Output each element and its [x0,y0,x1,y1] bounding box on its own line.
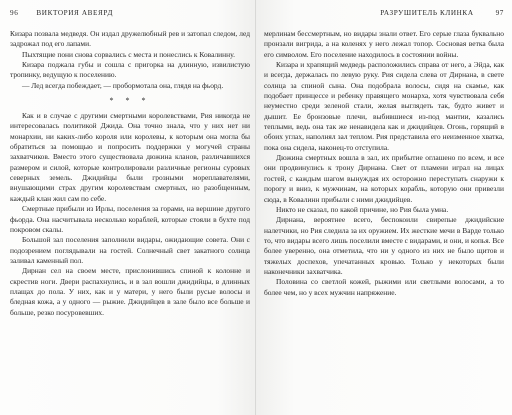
right-page-number: 97 [495,9,504,17]
paragraph: Дюжина смертных вошла в зал, их прибытие оглашено по всем, и все они продвинулись к трону Дирнана. Свет от пламени играл на лицах гостей, с каждым шагом вынуждая их осторожно переступать снаружи к порогу и вниз, к мужчинам, на которых корабль, которую они привезли сюда, в Ковалинн прибыли с ними джидийцев. [264,153,504,204]
left-page-body [10,29,250,318]
right-page [256,0,512,415]
right-page-body [264,29,504,298]
section-separator: * * * [109,96,151,106]
paragraph: Кизара поджала губы и сошла с пригорка на длинную, извилистую тропинку, ведущую к поселению. [10,60,250,80]
paragraph: Пыхтящие пони снова сорвались с места и понеслись к Ковалинну. [22,49,235,59]
paragraph: Кизара и храпящий медведь расположились справа от него, а Эйда, как и всегда, держалась по левую руку. Рия сидела слева от Дирнана, в свете солнца за спиной сына. Она подобрала волосы, сидя на скамье, как подобает принцессе и ребенку правящего монарха, хотя чувствовала себя неуместно среди зеленой стали, желая выглядеть так, будто живет и дышит. Ее бронзовые плечи, выбившиеся из-под мантии, казались теплыми, ведь она так же ненавидела как и джидийцев. Огонь, горящий в обоих углах, наполнял зал теплом. Рия представила его неизменное хватка, пока она сидела, наконец-то отступила. [264,60,504,152]
paragraph: Дирнана, вероятнее всего, беспокоили свирепые джидийские налетчики, но Рия следила за их оружием. Их жесткие мечи в Варде только то, что видары всего лишь поселили вместе с видарами, и они, и копья. Все более уверенно, она отметила, что ни у одного из них не было щитов и тяжелых доспехов, упечатанных кровью. Только у некоторых были наконечники захватчика. [264,215,504,276]
left-paragraphs-before [10,29,250,91]
paragraph: Никто не сказал, по какой причине, но Рия была умна. [276,204,449,214]
paragraph: Кизара позвала медведя. Он издал дружелюбный рев и затопал следом, лед задрожал под его лапами. [10,29,250,49]
paragraph: Половина со светлой кожей, рыжими или светлыми волосами, а то более чем, но у всех мужчин напряжение. [264,277,504,297]
right-paragraphs-before [264,29,504,298]
left-page-number: 96 [10,9,19,17]
paragraph: мерлинам бессмертным, но видары знали ответ. Его серые глаза буквально пронзали вигрида, а на коленях у него лежал топор. Сосновая ветка была его символом. Его поселение находилось в состоянии войны. [264,29,504,59]
paragraph: Дирнан сел на своем месте, прислонившись спиной к колонне и скрестив ноги. Двери распахнулись, и в зал вошли джидийцы, в длинных плащах до пола. У них, как и у матери, у него были русые волосы и бледная кожа, а у одного — рыжие. Джидийцев в зале было все больше и больше, резко посуровевших. [10,266,250,317]
left-running-head: ВИКТОРИЯ АВЕЯРД [36,9,113,17]
left-page-header [10,9,250,20]
right-running-head: РАЗРУШИТЕЛЬ КЛИНКА [380,9,474,17]
paragraph: — Лед всегда побеждает, — пробормотала она, глядя на фьорд. [22,80,224,90]
left-paragraphs-after [10,111,250,318]
paragraph: Как и в случае с другими смертными королевствами, Рия никогда не интересовалась политикой Джида. Она точно знала, что у них нет ни монархии, ни каких-либо короля или королевы, к которым она могла бы обратиться за помощью и попросить поддержки у могучей страны захватчиков. Вместо этого существовала дюжина кланов, различавшихся размером и силой, которые контролировали различные регионы суровых северных земель. Джидийцы были грозными мореплавателями, внушающими страх другим королевствам смертных, но разобщенным, каждый клан жил сам по себе. [10,111,250,203]
right-page-header [264,9,504,20]
paragraph: Большой зал поселения заполнили видары, ожидающие совета. Они с подозрением поглядывали на гостей. Солнечный свет закатного солнца заливал каменный пол. [10,235,250,265]
paragraph: Смертные прибыли из Ирлы, поселения за горами, на вершине другого фьорда. Она насчитывала несколько кораблей, которые стояли в бухте под покровом скалы. [10,204,250,234]
